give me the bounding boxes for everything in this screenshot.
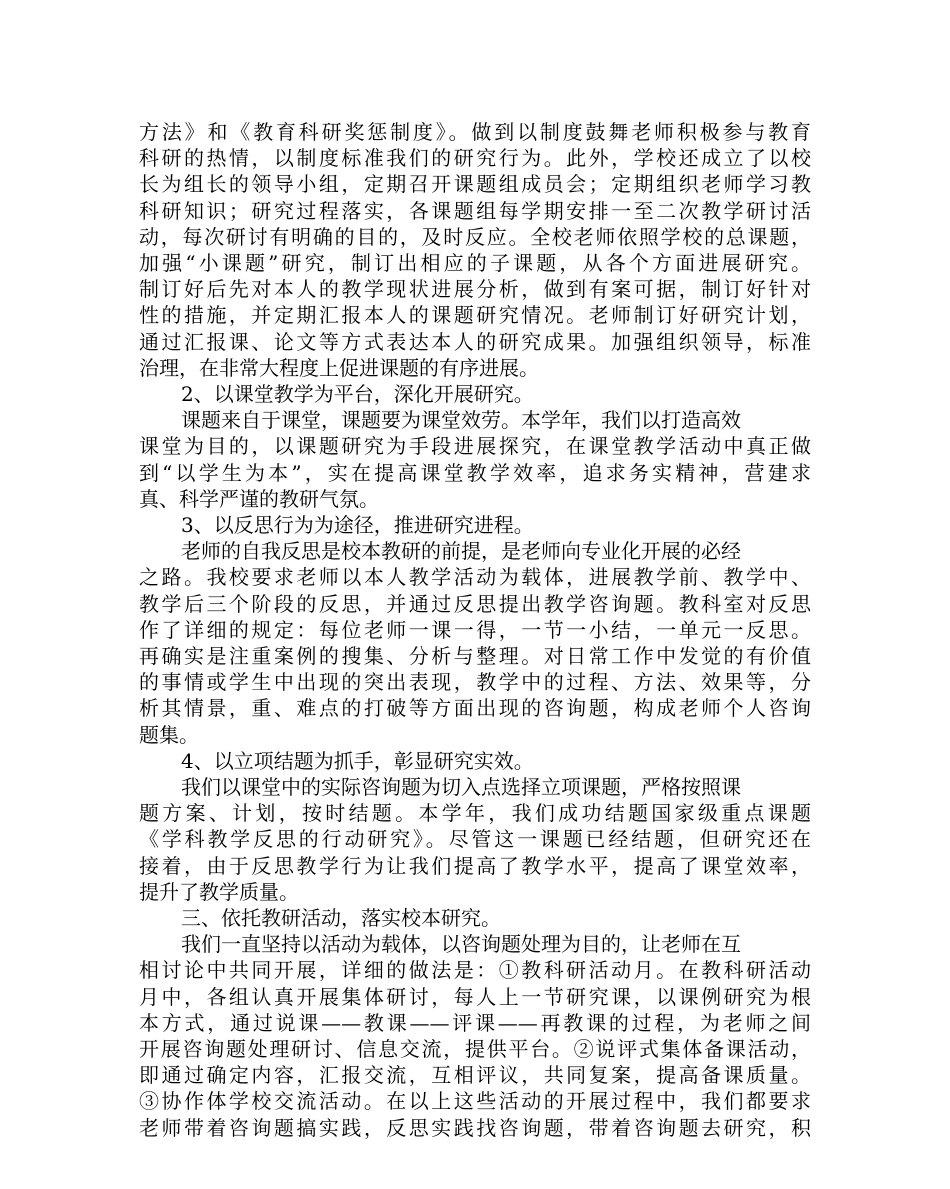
text-line: 开展咨询题处理研讨、信息交流，提供平台。②说评式集体备课活动， [139, 1037, 811, 1061]
text-line: 制订好后先对本人的教学现状进展分析，做到有案可据，制订好针对 [139, 277, 811, 301]
paragraph-first-line: 我们以课堂中的实际咨询题为切入点选择立项课题，严格按照课 [181, 775, 741, 799]
text-line: 老师带着咨询题搞实践，反思实践找咨询题，带着咨询题去研究，积 [139, 1116, 811, 1140]
text-line: 之路。我校要求老师以本人教学活动为载体，进展教学前、教学中、 [139, 565, 811, 589]
text-line: 接着，由于反思教学行为让我们提高了教学水平，提高了课堂效率， [139, 854, 811, 878]
text-line: 方法》和《教育科研奖惩制度》。做到以制度鼓舞老师积极参与教育 [139, 120, 811, 144]
text-line: 相讨论中共同开展，详细的做法是：①教科研活动月。在教科研活动 [139, 958, 811, 982]
text-line: 再确实是注重案例的搜集、分析与整理。对日常工作中发觉的有价值 [139, 644, 811, 668]
paragraph-first-line: 三、依托教研活动，落实校本研究。 [181, 906, 501, 930]
text-line: 作了详细的规定：每位老师一课一得，一节一小结，一单元一反思。 [139, 618, 811, 642]
text-line: 动，每次研讨有明确的目的，及时反应。全校老师依照学校的总课题， [139, 225, 811, 249]
paragraph-first-line: 我们一直坚持以活动为载体，以咨询题处理为目的，让老师在互 [181, 932, 741, 956]
text-line: 即通过确定内容，汇报交流，互相评议，共同复案，提高备课质量。 [139, 1063, 811, 1087]
text-line: 提升了教学质量。 [139, 880, 299, 904]
text-line: 教学后三个阶段的反思，并通过反思提出教学咨询题。教科室对反思 [139, 592, 811, 616]
text-line: 到“以学生为本”，实在提高课堂教学效率，追求务实精神，营建求 [139, 461, 811, 485]
paragraph-first-line: 老师的自我反思是校本教研的前提，是老师向专业化开展的必经 [181, 539, 741, 563]
text-line: 真、科学严谨的教研气氛。 [139, 487, 379, 511]
paragraph-first-line: 课题来自于课堂，课题要为课堂效劳。本学年，我们以打造高效 [181, 408, 741, 432]
text-line: 月中，各组认真开展集体研讨，每人上一节研究课，以课例研究为根 [139, 985, 811, 1009]
text-line: 性的措施，并定期汇报本人的课题研究情况。老师制订好研究计划， [139, 303, 811, 327]
text-line: 通过汇报课、论文等方式表达本人的研究成果。加强组织领导，标准 [139, 330, 811, 354]
text-line: 题方案、计划，按时结题。本学年，我们成功结题国家级重点课题 [139, 801, 811, 825]
text-line: 长为组长的领导小组，定期召开课题组成员会；定期组织老师学习教 [139, 172, 811, 196]
paragraph-first-line: 2、以课堂教学为平台，深化开展研究。 [181, 382, 534, 406]
text-line: ③协作体学校交流活动。在以上这些活动的开展过程中，我们都要求 [139, 1089, 811, 1113]
text-line: 科研知识；研究过程落实，各课题组每学期安排一至二次教学研讨活 [139, 199, 811, 223]
text-line: 科研的热情，以制度标准我们的研究行为。此外，学校还成立了以校 [139, 146, 811, 170]
text-line: 《学科教学反思的行动研究》。尽管这一课题已经结题，但研究还在 [139, 827, 811, 851]
text-line: 本方式，通过说课——教课——评课——再教课的过程，为老师之间 [139, 1011, 811, 1035]
text-line: 加强“小课题”研究，制订出相应的子课题，从各个方面进展研究。 [139, 251, 811, 275]
paragraph-first-line: 4、以立项结题为抓手，彰显研究实效。 [181, 749, 534, 773]
text-line: 的事情或学生中出现的突出表现，教学中的过程、方法、效果等，分 [139, 670, 811, 694]
text-line: 析其情景，重、难点的打破等方面出现的咨询题，构成老师个人咨询 [139, 696, 811, 720]
text-line: 治理，在非常大程度上促进课题的有序进展。 [139, 356, 539, 380]
text-line: 课堂为目的，以课题研究为手段进展探究，在课堂教学活动中真正做 [139, 434, 811, 458]
paragraph-first-line: 3、以反思行为为途径，推进研究进程。 [181, 513, 534, 537]
text-line: 题集。 [139, 723, 199, 747]
